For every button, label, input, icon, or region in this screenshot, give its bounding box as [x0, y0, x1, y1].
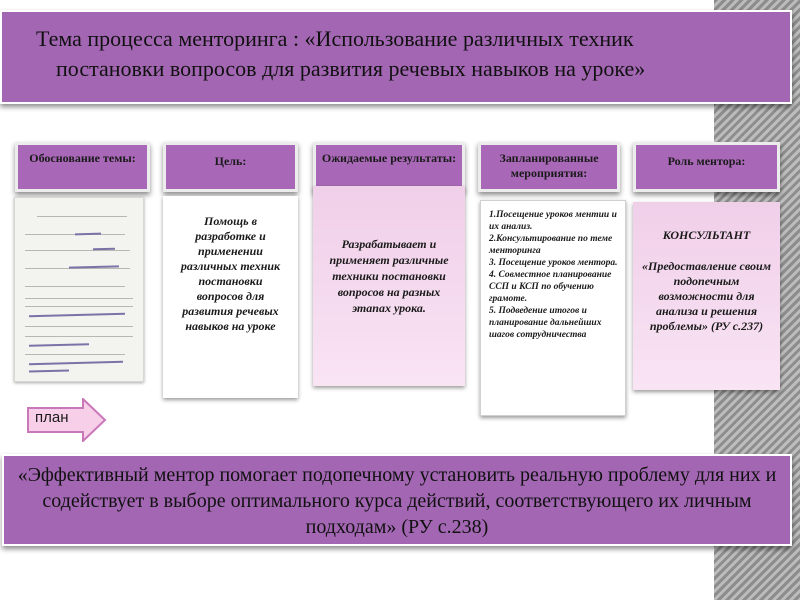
- header-planned-events: [478, 142, 620, 192]
- event-item-3: 3. Посещение уроков ментора.: [489, 258, 618, 268]
- mentor-role-name: КОНСУЛЬТАНТ: [662, 228, 751, 242]
- topic-title-box: [0, 10, 792, 104]
- expected-results-card: [313, 186, 465, 386]
- mentor-role-card: [633, 202, 780, 390]
- mentor-quote-box: [2, 454, 792, 546]
- plan-button-label: план: [35, 409, 69, 426]
- header-expected-results-label: Ожидаемые результаты:: [321, 151, 457, 165]
- goal-text: Помощь в разработке и применении различных техник постановки вопросов для развития речевых навыков на уроке: [180, 214, 281, 333]
- event-item-2: 2.Консультирование по теме менторинга: [489, 234, 613, 256]
- event-item-4: 4. Совместное планирование ССП и КСП по обучению грамоте.: [489, 270, 612, 304]
- topic-title-line-2: постановки вопросов для развития речевых навыков на уроке»: [56, 56, 646, 81]
- header-mentor-role: [633, 142, 780, 192]
- expected-results-text: Разрабатывает и применяет различные техники постановки вопросов на разных этапах урока.: [329, 237, 449, 315]
- event-item-1: 1.Посещение уроков ментии и их анализ.: [489, 210, 617, 232]
- mentor-quote-text: «Эффективный ментор помогает подопечному установить реальную проблему для них и содействует в выборе оптимального курса действий, соответствующего их личным подходам» (РУ с.238): [17, 464, 777, 538]
- goal-card: [163, 196, 298, 398]
- plan-button[interactable]: [27, 398, 107, 442]
- header-goal: [163, 142, 298, 192]
- header-goal-label: Цель:: [214, 154, 247, 168]
- header-expected-results: [313, 142, 465, 192]
- event-item-5: 5. Подведение итогов и планирование дальнейших шагов сотрудничества: [489, 306, 602, 340]
- header-mentor-role-label: Роль ментора:: [667, 154, 746, 168]
- questionnaire-document-image: [14, 197, 144, 382]
- header-planned-events-label: Запланированные мероприятия:: [499, 151, 599, 180]
- header-justification-label: Обоснование темы:: [29, 151, 136, 165]
- header-justification: [15, 142, 150, 192]
- planned-events-card: [480, 200, 626, 416]
- topic-title-line-1: Тема процесса менторинга : «Использование различных техник: [36, 26, 634, 51]
- mentor-role-text: «Предоставление своим подопечным возможности для анализа и решения проблемы» (РУ с.237): [642, 259, 771, 333]
